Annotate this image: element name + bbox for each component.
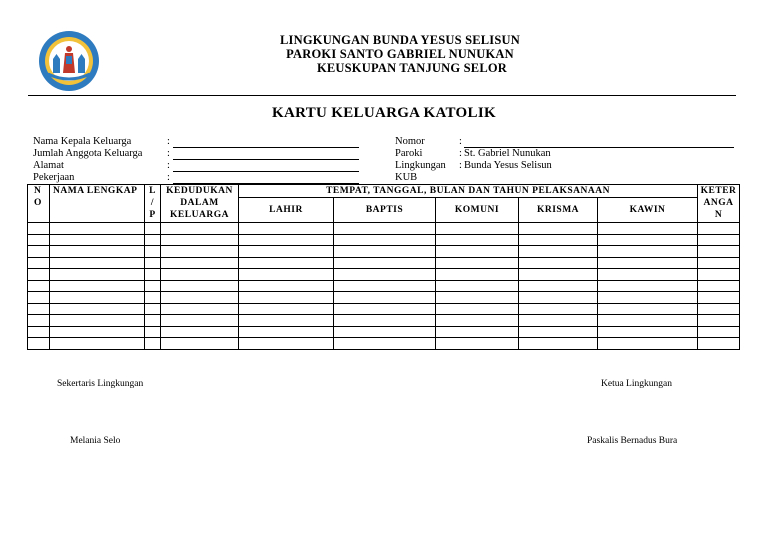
parish-emblem-icon [38, 30, 100, 92]
table-cell[interactable] [598, 257, 698, 269]
table-cell[interactable] [436, 338, 519, 350]
head-of-family-field[interactable] [173, 136, 359, 148]
header-divider [28, 95, 736, 96]
table-row [28, 257, 740, 269]
table-cell[interactable] [598, 269, 698, 281]
table-cell[interactable] [161, 246, 239, 258]
table-cell[interactable] [239, 292, 334, 304]
table-cell[interactable] [161, 269, 239, 281]
table-row [28, 303, 740, 315]
col-header-sacrament-dates: TEMPAT, TANGGAL, BULAN DAN TAHUN PELAKSANAAN [239, 185, 698, 198]
table-cell[interactable] [28, 280, 50, 292]
table-cell[interactable] [28, 326, 50, 338]
table-cell[interactable] [598, 292, 698, 304]
table-cell[interactable] [239, 280, 334, 292]
table-cell[interactable] [334, 315, 436, 327]
info-colon: : [167, 136, 170, 147]
table-cell[interactable] [436, 326, 519, 338]
info-colon: : [167, 160, 170, 171]
table-cell[interactable] [598, 338, 698, 350]
table-cell[interactable] [698, 315, 740, 327]
table-cell[interactable] [161, 303, 239, 315]
table-cell[interactable] [436, 303, 519, 315]
info-row-head [33, 136, 359, 148]
secretary-role: Sekertaris Lingkungan [57, 379, 144, 389]
col-header-marriage: KAWIN [598, 198, 698, 223]
col-header-birth: LAHIR [239, 198, 334, 223]
info-label: Alamat [33, 160, 64, 171]
table-cell[interactable] [28, 246, 50, 258]
table-cell[interactable] [50, 280, 145, 292]
info-row-community [395, 160, 734, 172]
table-cell[interactable] [145, 338, 161, 350]
table-cell[interactable] [519, 315, 598, 327]
info-colon: : [459, 148, 462, 159]
info-label: Nama Kepala Keluarga [33, 136, 132, 147]
table-cell[interactable] [161, 292, 239, 304]
table-cell[interactable] [436, 223, 519, 235]
table-cell[interactable] [239, 246, 334, 258]
family-members-table [27, 184, 740, 350]
chair-role: Ketua Lingkungan [601, 379, 672, 389]
table-cell[interactable] [334, 246, 436, 258]
table-cell[interactable] [161, 338, 239, 350]
table-cell[interactable] [145, 223, 161, 235]
table-cell[interactable] [239, 257, 334, 269]
info-colon: : [167, 172, 170, 183]
table-cell[interactable] [698, 223, 740, 235]
member-count-field[interactable] [173, 148, 359, 160]
table-cell[interactable] [519, 246, 598, 258]
info-row-kub [395, 172, 734, 184]
table-row [28, 326, 740, 338]
table-cell[interactable] [239, 269, 334, 281]
table-cell[interactable] [519, 269, 598, 281]
table-cell[interactable] [436, 280, 519, 292]
table-cell[interactable] [145, 292, 161, 304]
table-row [28, 234, 740, 246]
info-row-address [33, 160, 359, 172]
table-cell[interactable] [436, 234, 519, 246]
table-cell[interactable] [436, 315, 519, 327]
parish-value: St. Gabriel Nunukan [464, 148, 551, 159]
table-cell[interactable] [50, 326, 145, 338]
table-cell[interactable] [598, 280, 698, 292]
table-cell[interactable] [145, 326, 161, 338]
table-cell[interactable] [519, 223, 598, 235]
col-header-gender: L / P [145, 185, 161, 223]
info-row-parish [395, 148, 734, 160]
table-cell[interactable] [161, 234, 239, 246]
table-cell[interactable] [334, 223, 436, 235]
table-cell[interactable] [28, 315, 50, 327]
table-cell[interactable] [161, 223, 239, 235]
table-cell[interactable] [50, 246, 145, 258]
table-cell[interactable] [334, 257, 436, 269]
table-cell[interactable] [28, 257, 50, 269]
info-label: Pekerjaan [33, 172, 75, 183]
table-cell[interactable] [519, 292, 598, 304]
table-cell[interactable] [598, 303, 698, 315]
table-row [28, 292, 740, 304]
table-cell[interactable] [28, 269, 50, 281]
table-cell[interactable] [698, 280, 740, 292]
col-header-name: NAMA LENGKAP [50, 185, 145, 223]
table-cell[interactable] [598, 234, 698, 246]
table-cell[interactable] [145, 280, 161, 292]
document-title: KARTU KELUARGA KATOLIK [272, 105, 496, 121]
table-cell[interactable] [50, 234, 145, 246]
table-cell[interactable] [239, 223, 334, 235]
table-cell[interactable] [519, 303, 598, 315]
table-cell[interactable] [50, 292, 145, 304]
col-header-communion: KOMUNI [436, 198, 519, 223]
table-cell[interactable] [334, 280, 436, 292]
info-colon: : [459, 160, 462, 171]
info-label: KUB [395, 172, 418, 183]
table-cell[interactable] [28, 223, 50, 235]
table-cell[interactable] [519, 257, 598, 269]
info-row-members [33, 148, 359, 160]
col-header-family-role: KEDUDUKAN DALAM KELUARGA [161, 185, 239, 223]
table-cell[interactable] [698, 234, 740, 246]
secretary-name: Melania Selo [70, 436, 121, 446]
number-field[interactable] [464, 136, 734, 148]
table-cell[interactable] [145, 257, 161, 269]
table-cell[interactable] [161, 280, 239, 292]
table-cell[interactable] [698, 303, 740, 315]
table-cell[interactable] [28, 234, 50, 246]
table-cell[interactable] [598, 315, 698, 327]
info-label: Paroki [395, 148, 423, 159]
table-cell[interactable] [519, 234, 598, 246]
table-cell[interactable] [239, 234, 334, 246]
table-cell[interactable] [698, 292, 740, 304]
table-cell[interactable] [519, 326, 598, 338]
col-header-baptism: BAPTIS [334, 198, 436, 223]
table-cell[interactable] [50, 315, 145, 327]
table-cell[interactable] [334, 303, 436, 315]
table-cell[interactable] [145, 315, 161, 327]
table-cell[interactable] [50, 223, 145, 235]
table-cell[interactable] [598, 326, 698, 338]
table-cell[interactable] [519, 280, 598, 292]
address-field[interactable] [173, 160, 359, 172]
community-value: Bunda Yesus Selisun [464, 160, 552, 171]
info-label: Lingkungan [395, 160, 446, 171]
table-cell[interactable] [145, 246, 161, 258]
info-label: Jumlah Anggota Keluarga [33, 148, 143, 159]
diocese-name: KEUSKUPAN TANJUNG SELOR [316, 61, 508, 75]
info-row-occupation [33, 172, 359, 184]
table-cell[interactable] [239, 338, 334, 350]
chair-name: Paskalis Bernadus Bura [587, 436, 678, 446]
table-row [28, 269, 740, 281]
occupation-field[interactable] [173, 172, 359, 184]
table-cell[interactable] [50, 338, 145, 350]
table-cell[interactable] [28, 338, 50, 350]
table-cell[interactable] [50, 303, 145, 315]
table-cell[interactable] [698, 326, 740, 338]
table-cell[interactable] [334, 326, 436, 338]
table-cell[interactable] [50, 269, 145, 281]
community-name: LINGKUNGAN BUNDA YESUS SELISUN [280, 33, 520, 47]
info-colon: : [459, 136, 462, 147]
table-cell[interactable] [334, 338, 436, 350]
table-body [28, 223, 740, 350]
table-row [28, 315, 740, 327]
table-row [28, 223, 740, 235]
table-cell[interactable] [239, 326, 334, 338]
letterhead [250, 33, 550, 75]
table-cell[interactable] [334, 234, 436, 246]
table-cell[interactable] [334, 292, 436, 304]
info-row-number [395, 136, 734, 148]
table-cell[interactable] [239, 303, 334, 315]
table-cell[interactable] [598, 223, 698, 235]
table-cell[interactable] [50, 257, 145, 269]
table-cell[interactable] [598, 246, 698, 258]
table-cell[interactable] [698, 246, 740, 258]
table-cell[interactable] [436, 257, 519, 269]
parish-info [395, 136, 734, 184]
table-cell[interactable] [436, 269, 519, 281]
table-cell[interactable] [239, 315, 334, 327]
table-cell[interactable] [145, 234, 161, 246]
table-cell[interactable] [436, 246, 519, 258]
table-cell[interactable] [28, 303, 50, 315]
info-colon: : [167, 148, 170, 159]
table-cell[interactable] [519, 338, 598, 350]
table-cell[interactable] [28, 292, 50, 304]
table-row [28, 246, 740, 258]
table-cell[interactable] [698, 338, 740, 350]
table-cell[interactable] [161, 326, 239, 338]
table-cell[interactable] [161, 257, 239, 269]
table-row [28, 280, 740, 292]
info-label: Nomor [395, 136, 425, 147]
table-cell[interactable] [145, 303, 161, 315]
table-cell[interactable] [334, 269, 436, 281]
col-header-remarks: KETER ANGA N [698, 185, 740, 223]
parish-name: PAROKI SANTO GABRIEL NUNUKAN [286, 47, 514, 61]
table-cell[interactable] [698, 257, 740, 269]
family-info [33, 136, 359, 184]
col-header-no: N O [28, 185, 50, 223]
col-header-confirmation: KRISMA [519, 198, 598, 223]
table-cell[interactable] [698, 269, 740, 281]
table-cell[interactable] [161, 315, 239, 327]
table-cell[interactable] [145, 269, 161, 281]
table-cell[interactable] [436, 292, 519, 304]
table-row [28, 338, 740, 350]
